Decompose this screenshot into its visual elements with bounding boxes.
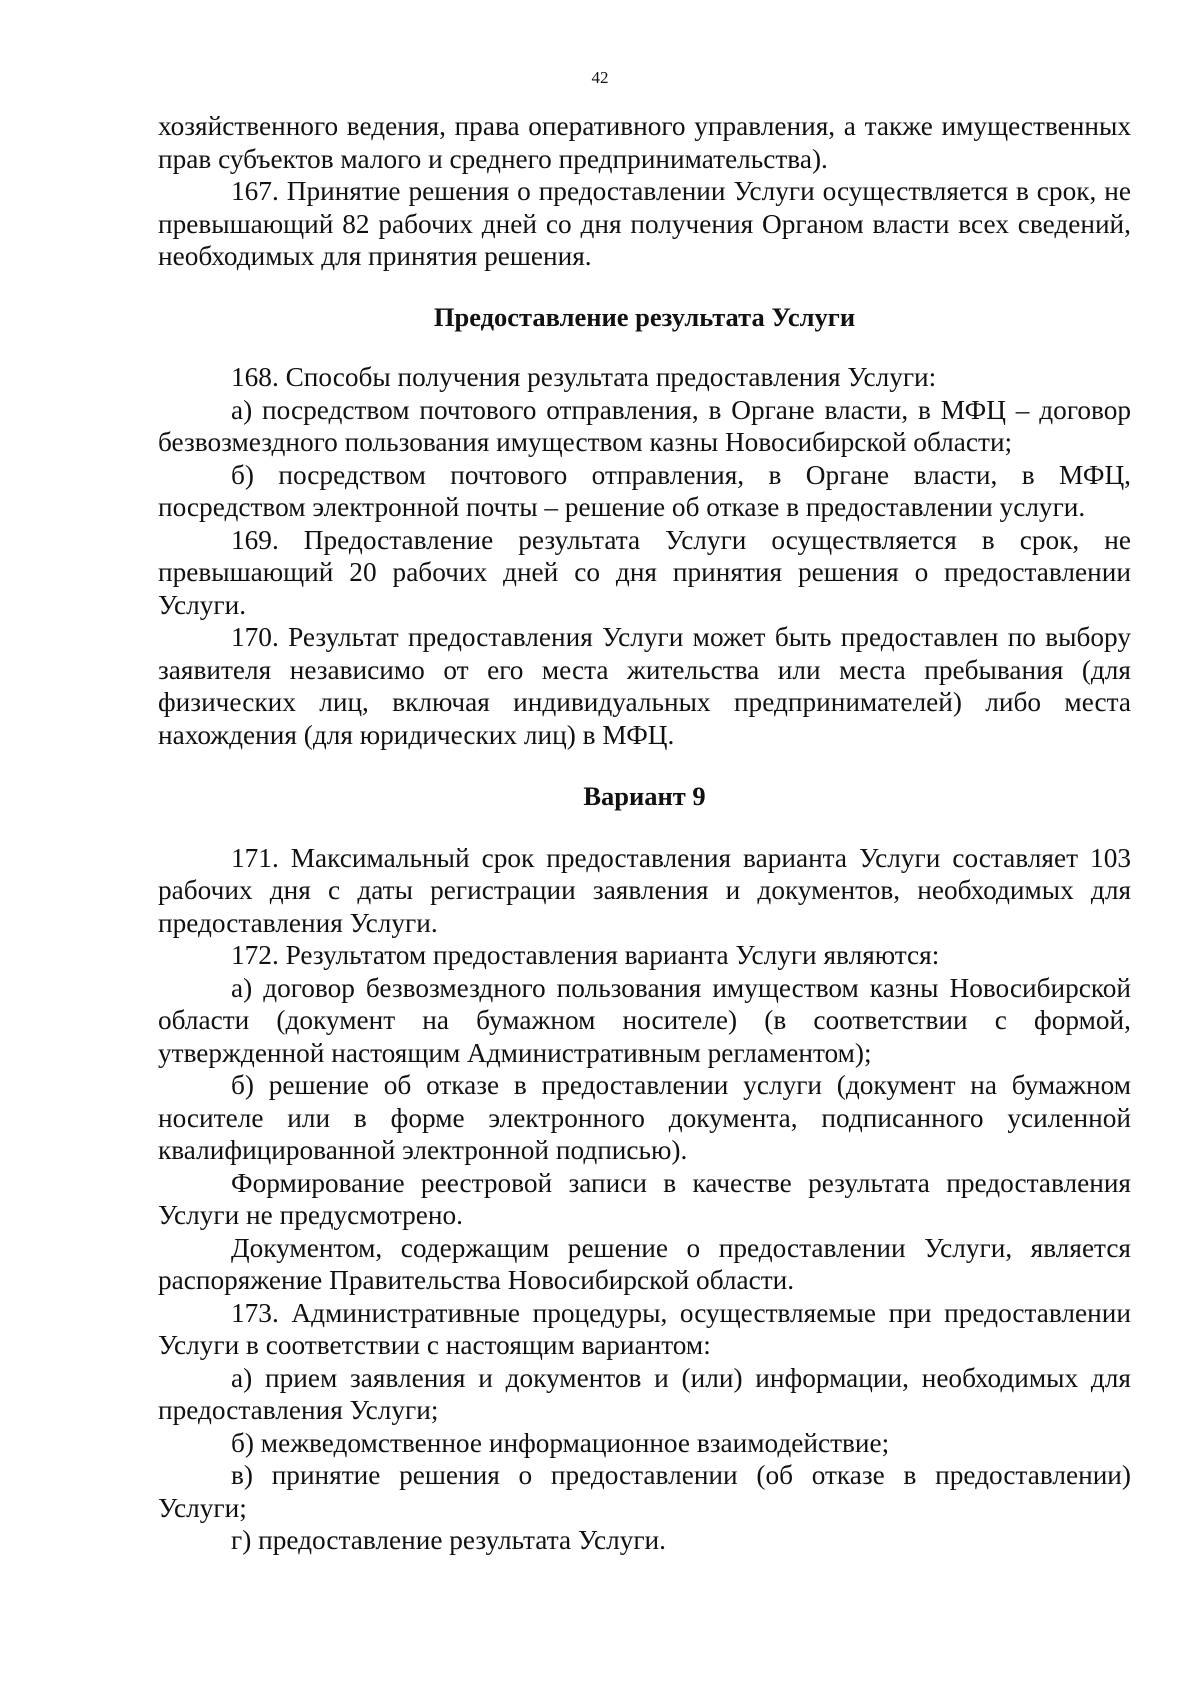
list-item-b: б) посредством почтового отправления, в Органе власти, в МФЦ, посредством электронной почты – решение об отказе в предоставлении услуги. (158, 459, 1131, 522)
page-number: 42 (591, 68, 609, 87)
paragraph-173: 173. Административные процедуры, осуществляемые при предоставлении Услуги в соответствии с настоящим вариантом: (158, 1297, 1131, 1360)
paragraph-170: 170. Результат предоставления Услуги может быть предоставлен по выбору заявителя независимо от его места жительства или места пребывания (для физических лиц, включая индивидуальных предпринимателей) либо места нахождения (для юридических лиц) в МФЦ. (158, 622, 1131, 750)
list-item-b: б) межведомственное информационное взаимодействие; (231, 1427, 890, 1458)
paragraph-168: 168. Способы получения результата предоставления Услуги: (231, 362, 937, 392)
paragraph: хозяйственного ведения, права оперативного управления, а также имущественных прав субъектов малого и среднего предпринимательства). (158, 111, 1131, 174)
paragraph-172: 172. Результатом предоставления варианта Услуги являются: (231, 940, 940, 970)
list-item-a: а) посредством почтового отправления, в Органе власти, в МФЦ – договор безвозмездного пользования имуществом казны Новосибирской области; (158, 394, 1131, 457)
paragraph-171: 171. Максимальный срок предоставления варианта Услуги составляет 103 рабочих дня с даты регистрации заявления и документов, необходимых для предоставления Услуги. (158, 842, 1131, 938)
document-body (158, 110, 1131, 1557)
section-heading-result: Предоставление результата Услуги (433, 301, 856, 332)
list-item-g: г) предоставление результата Услуги. (231, 1525, 666, 1555)
paragraph-167: 167. Принятие решения о предоставлении Услуги осуществляется в срок, не превышающий 82 рабочих дней со дня получения Органом власти всех сведений, необходимых для принятия решения. (158, 176, 1131, 271)
list-item-v: в) принятие решения о предоставлении (об отказе в предоставлении) Услуги; (158, 1460, 1131, 1523)
list-item-a: а) договор безвозмездного пользования имуществом казны Новосибирской области (документ на бумажном носителе) (в соответствии с формой, утвержденной настоящим Административным регламентом); (158, 972, 1131, 1068)
paragraph-169: 169. Предоставление результата Услуги осуществляется в срок, не превышающий 20 рабочих дней со дня принятия решения о предоставлении Услуги. (158, 524, 1131, 620)
list-item-a: а) прием заявления и документов и (или) информации, необходимых для предоставления Услуги; (158, 1362, 1131, 1425)
section-heading-variant-9: Вариант 9 (583, 781, 706, 811)
paragraph: Формирование реестровой записи в качестве результата предоставления Услуги не предусмотрено. (158, 1167, 1131, 1230)
list-item-b: б) решение об отказе в предоставлении услуги (документ на бумажном носителе или в форме электронного документа, подписанного усиленной квалифицированной электронной подписью). (158, 1070, 1131, 1165)
paragraph: Документом, содержащим решение о предоставлении Услуги, является распоряжение Правительства Новосибирской области. (158, 1232, 1131, 1295)
